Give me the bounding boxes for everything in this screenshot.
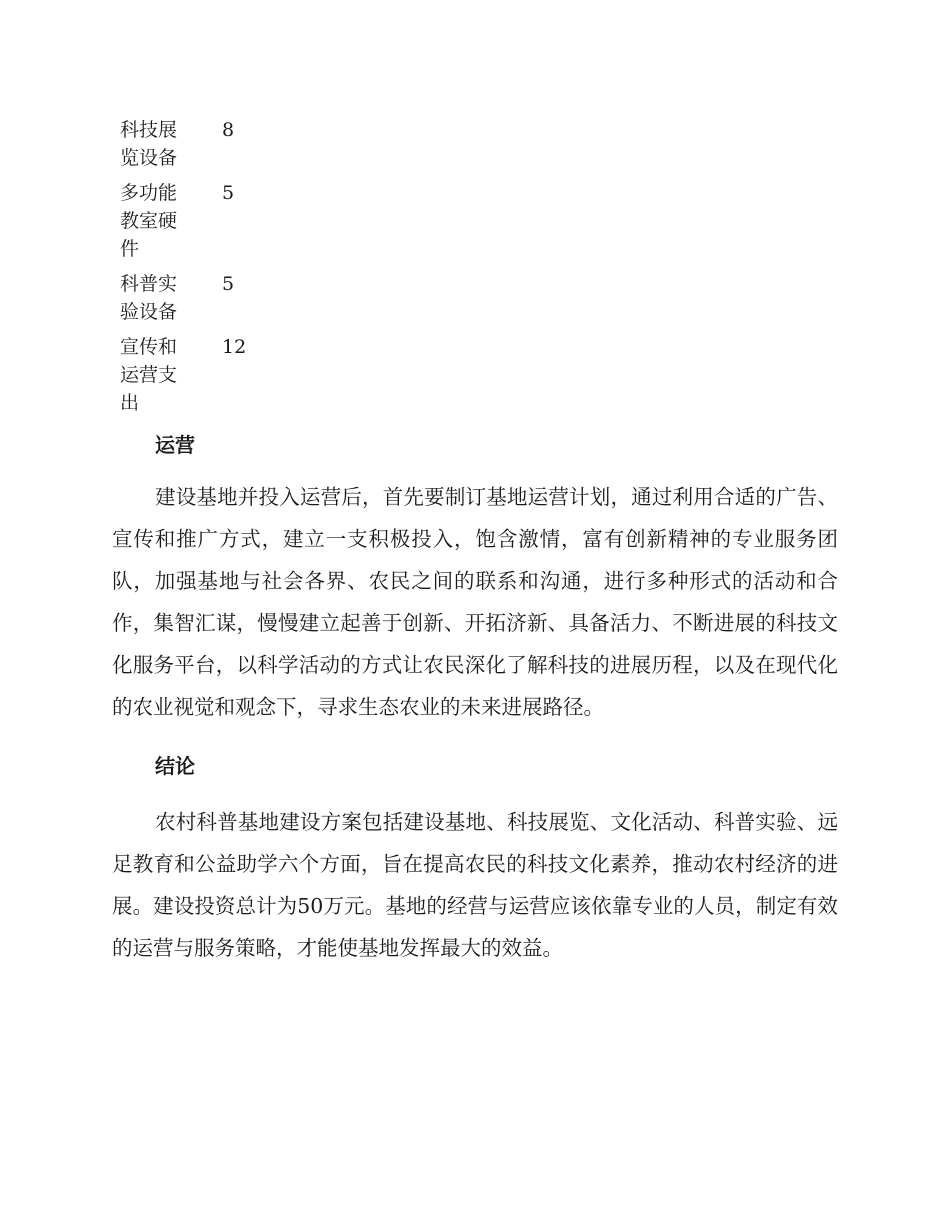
budget-item: 科技展览设备 — [120, 119, 178, 169]
table-row — [120, 333, 282, 417]
budget-amount: 5 — [222, 182, 235, 204]
budget-item: 多功能教室硬件 — [120, 182, 178, 260]
table-row — [120, 116, 282, 179]
conclusion-heading: 结论 — [155, 754, 195, 778]
conclusion-paragraph: 农村科普基地建设方案包括建设基地、科技展览、文化活动、科普实验、远足教育和公益助学六个方面，旨在提高农民的科技文化素养，推动农村经济的进展。建设投资总计为50万元。基地的经营与运营应该依靠专业的人员，制定有效的运营与服务策略，才能使基地发挥最大的效益。 — [112, 810, 838, 960]
table-row — [120, 179, 282, 270]
operations-heading: 运营 — [155, 433, 195, 457]
budget-item: 科普实验设备 — [120, 273, 178, 323]
table-row — [120, 270, 282, 333]
budget-amount: 8 — [222, 119, 235, 141]
budget-table — [120, 116, 282, 417]
budget-item: 宣传和运营支出 — [120, 336, 178, 414]
budget-amount: 12 — [222, 336, 247, 358]
budget-amount: 5 — [222, 273, 235, 295]
operations-paragraph: 建设基地并投入运营后，首先要制订基地运营计划，通过利用合适的广告、宣传和推广方式，建立一支积极投入，饱含激情，富有创新精神的专业服务团队，加强基地与社会各界、农民之间的联系和沟通，进行多种形式的活动和合作，集智汇谋，慢慢建立起善于创新、开拓济新、具备活力、不断进展的科技文化服务平台，以科学活动的方式让农民深化了解科技的进展历程，以及在现代化的农业视觉和观念下，寻求生态农业的未来进展路径。 — [112, 485, 838, 719]
